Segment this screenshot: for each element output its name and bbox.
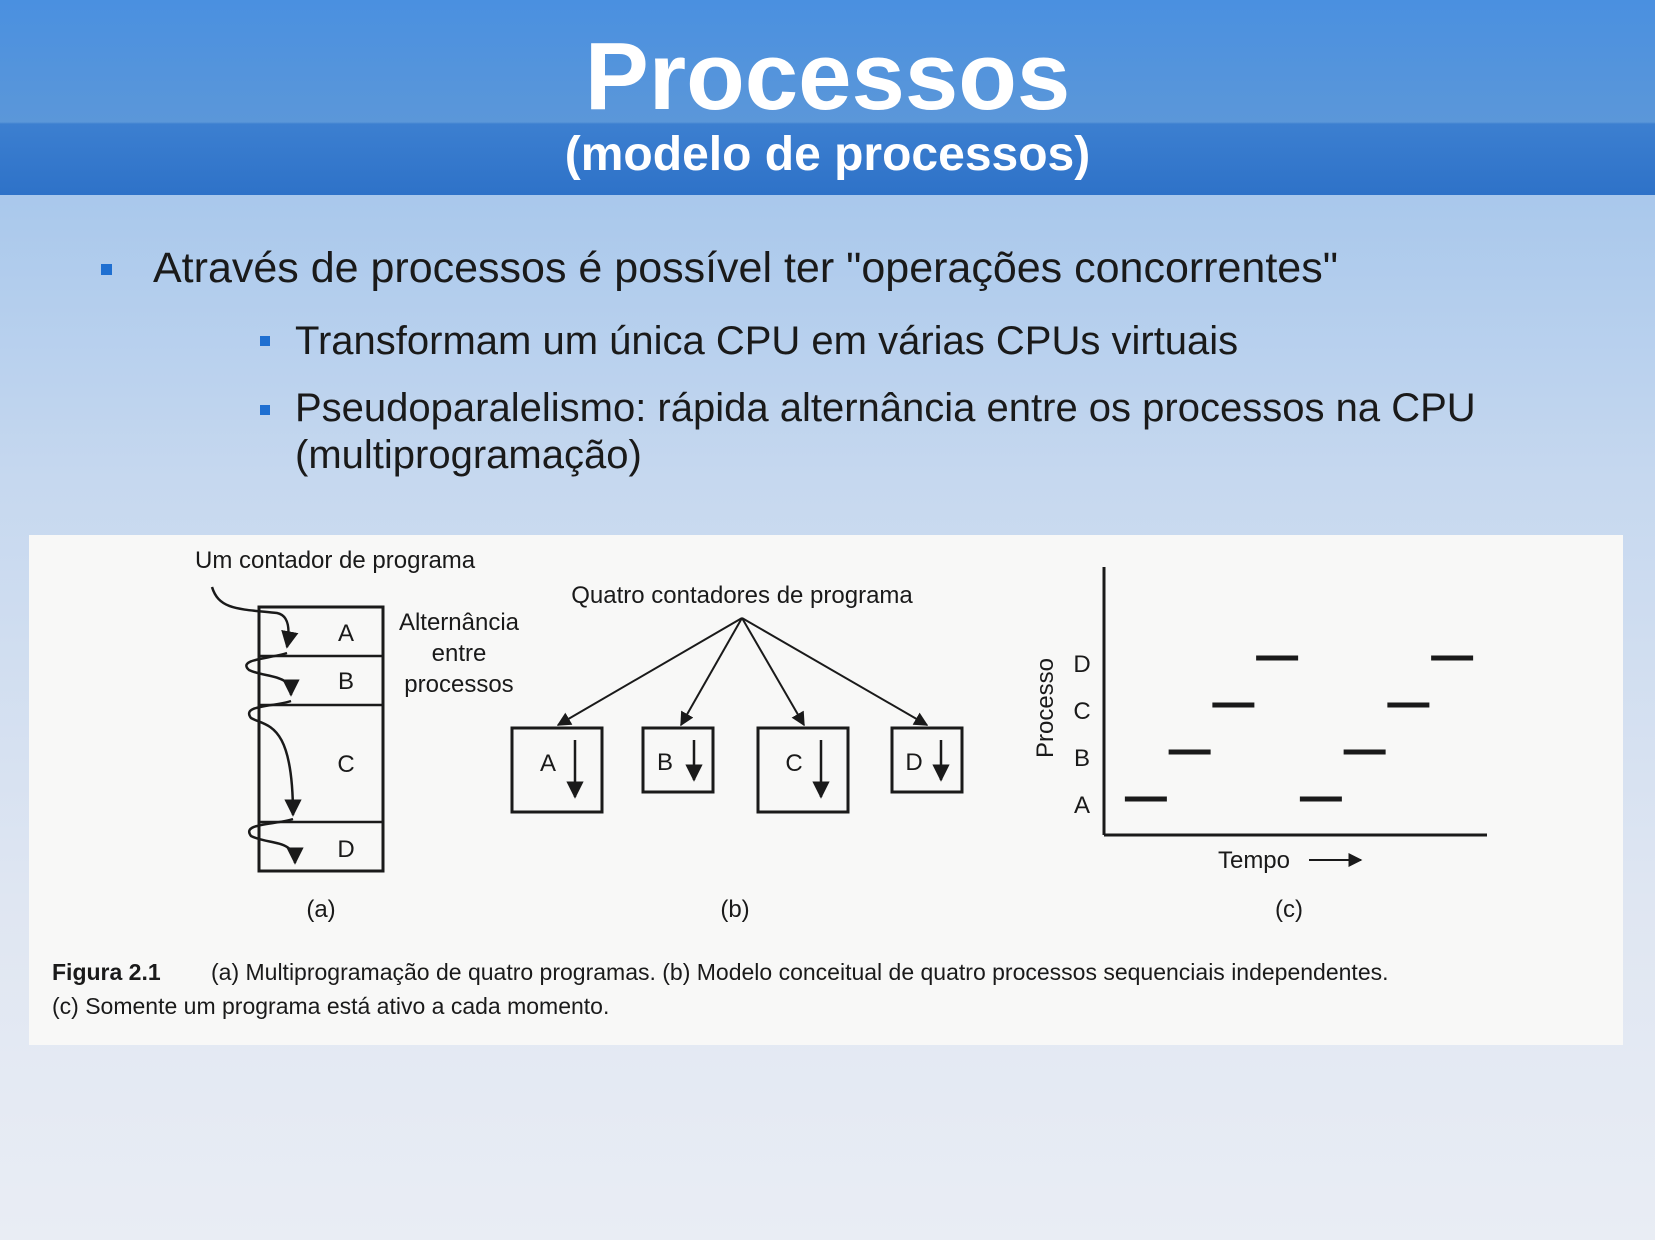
panel-a-counter-label: Um contador de programa: [195, 547, 476, 574]
timeline-row-label-b: B: [1073, 745, 1091, 772]
timeline-row-label-d: D: [1073, 651, 1091, 678]
timeline-row-label-c: C: [1073, 698, 1091, 725]
bullet-sub-cpu: Transformam um única CPU em várias CPUs virtuais: [295, 319, 1239, 363]
timeline-row-label-a: A: [1073, 792, 1091, 819]
program-d-label: D: [337, 836, 355, 863]
slide-header: [0, 0, 1655, 195]
bullet-square-icon: [260, 405, 270, 415]
panel-c-tag: (c): [1275, 896, 1303, 923]
process-b-label-c: C: [785, 750, 803, 777]
counter-line-b: [681, 618, 742, 725]
switch-label-line1: Alternância: [398, 609, 520, 636]
switch-arrow-c: [249, 701, 293, 815]
process-b-label-b: B: [656, 749, 674, 776]
figure-2-1: [29, 535, 1623, 1045]
figure-caption-line1: (a) Multiprogramação de quatro programas. (b) Modelo conceitual de quatro processos sequenciais independentes.: [211, 959, 1389, 985]
process-box-a: [512, 728, 602, 812]
counter-line-c: [742, 618, 804, 725]
switch-label-line2: entre: [431, 640, 487, 667]
bullet-main: Através de processos é possível ter "operações concorrentes": [153, 244, 1338, 292]
program-a-label: A: [337, 620, 355, 647]
counter-arrow-a: [212, 587, 289, 647]
panel-b-tag: (b): [720, 896, 750, 923]
process-box-d: [892, 728, 962, 792]
timeline-x-label: Tempo: [1217, 847, 1291, 874]
figure-caption-line2: (c) Somente um programa está ativo a cada momento.: [52, 993, 610, 1019]
process-b-label-a: A: [539, 750, 557, 777]
switch-arrow-d: [249, 819, 295, 863]
figure-caption-label: Figura 2.1: [52, 959, 161, 985]
process-box-b: [643, 728, 713, 792]
program-c-label: C: [337, 751, 355, 778]
process-box-c: [758, 728, 848, 812]
panel-a-tag: (a): [306, 896, 336, 923]
counter-line-d: [742, 618, 927, 725]
switch-label-line3: processos: [404, 671, 514, 698]
timeline-segments: [1125, 658, 1473, 799]
program-b-label: B: [337, 668, 355, 695]
bullet-sub-pseudoparallelism: Pseudoparalelismo: rápida alternância entre os processos na CPU (multiprogramação): [295, 386, 1476, 477]
slide-subtitle: (modelo de processos): [564, 128, 1091, 181]
program-memory-box: [259, 607, 383, 871]
figure-svg: [29, 535, 1623, 1045]
timeline-y-label: Processo: [1032, 657, 1059, 759]
slide-title: Processos: [584, 23, 1071, 130]
process-b-label-d: D: [905, 749, 923, 776]
counter-line-a: [558, 618, 742, 725]
panel-b-counters-label: Quatro contadores de programa: [571, 582, 913, 609]
bullet-square-icon: [101, 264, 112, 275]
bullet-square-icon: [260, 336, 270, 346]
switch-arrow-b: [246, 653, 291, 695]
